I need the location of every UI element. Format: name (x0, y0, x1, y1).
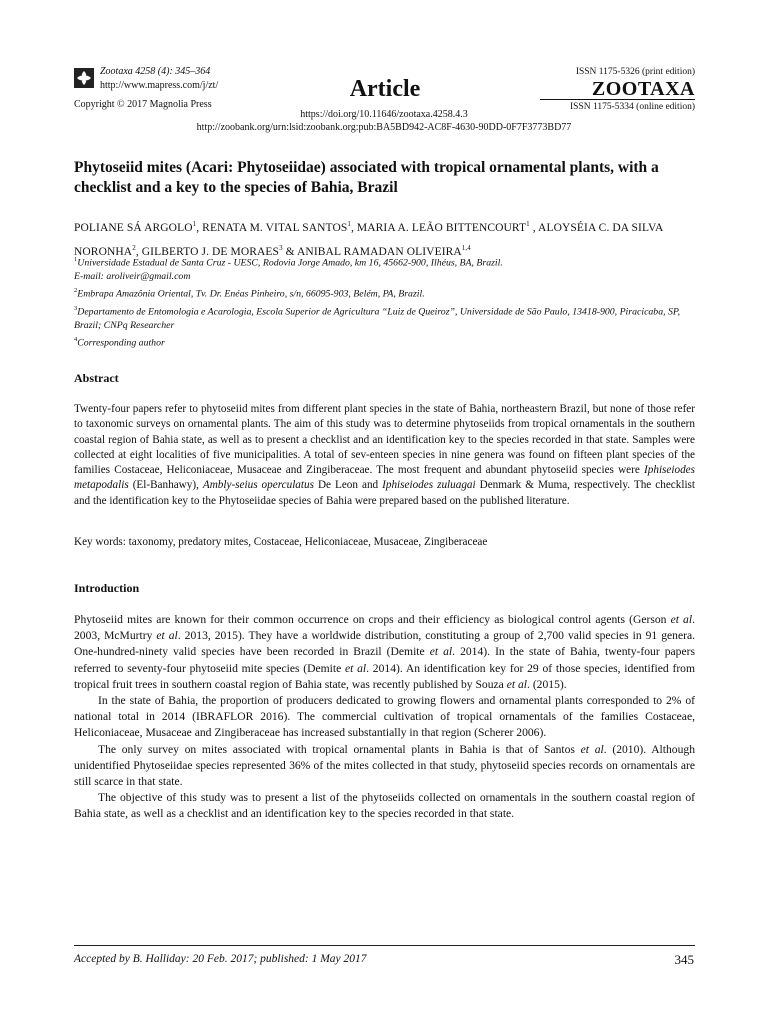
author-affil-ref: 3 (279, 243, 283, 252)
species-name: Ambly-seius operculatus (202, 479, 314, 492)
zoobank-link[interactable]: http://zoobank.org/urn:lsid:zoobank.org:pub:BA5BD942-AC8F-4630-90DD-0F7F3773BD77 (196, 122, 572, 133)
paragraph: The objective of this study was to present a list of the phytoseiids collected on ornamentals in the southern coastal region of Bahia state, as well as a checklist and an identification key to the species recorded in that state. (74, 791, 695, 821)
affiliation-item: $^1$Universidade Estadual de Santa Cruz - UESC, Rodovia Jorge Amado, km 16, 45662-900, Ilhéus, BA, Brazil. (74, 256, 503, 269)
journal-name: ZOOTAXA (540, 79, 695, 100)
magnolia-press-logo-icon (74, 68, 94, 88)
author-name: POLIANE SÁ ARGOLO (74, 221, 193, 234)
paper-title: Phytoseiid mites (Acari: Phytoseiidae) associated with tropical ornamental plants, with a checklist and a key to the species of Bahia, Brazil (74, 159, 659, 196)
introduction-body (74, 612, 695, 823)
author-name: , RENATA M. VITAL SANTOS (196, 221, 348, 234)
author-name: & ANIBAL RAMADAN OLIVEIRA (282, 245, 462, 258)
affiliation-email[interactable]: E-mail: aroliveir@gmail.com (74, 271, 191, 283)
author-affil-ref: 2 (132, 243, 136, 252)
paragraph: The only survey on mites associated with tropical ornamental plants in Bahia is that of Santos et al. (2010). Although unidentified Phytoseiidae species represented 36% of the mites collected in that study, phytoseiid species records on ornamentals are still scarce in that state. (74, 742, 695, 789)
species-name: Iphiseiodes zuluagai (382, 479, 476, 492)
footer-divider (74, 945, 695, 946)
page-number: 345 (674, 952, 694, 967)
author-affil-ref: 1 (192, 220, 197, 228)
introduction-heading: Introduction (74, 581, 140, 595)
affiliation-item: $^4$Corresponding author (74, 335, 165, 349)
author-name: , MARIA A. LEÃO BITTENCOURT (350, 221, 527, 234)
author-name: , ALOYSÉIA C. DA SILVA NORONHA (74, 221, 663, 258)
author-affil-ref: 1 (526, 220, 530, 228)
issn-online: ISSN 1175-5334 (online edition) (570, 102, 695, 112)
acceptance-note: Accepted by B. Halliday: 20 Feb. 2017; published: 1 May 2017 (74, 953, 367, 965)
paragraph: Phytoseiid mites are known for their common occurrence on crops and their efficiency as biological control agents (Gerson et al. 2003, McMurtry et al. 2013, 2015). They have a worldwide distribution, constituting a group of 2,700 valid species in 91 genera. One-hundred-ninety valid species have been recorded in Brazil (Demite et al. 2014). In the state of Bahia, twenty-four papers referred to seventy-four phytoseiid mite species (Demite et al. 2014). An identification key for 29 of those species, identified from tropical fruit trees in southern coastal region of Bahia state, was recently published by Souza et al. (2015). (74, 613, 695, 691)
issn-print: ISSN 1175-5326 (print edition) (575, 67, 695, 77)
affiliation-item: $^3$Departamento de Entomologia e Acarologia, Escola Superior de Agricultura “Luiz de Queiroz”, Universidade de São Paulo, 13418-900, Piracicaba, SP, Brazil; CNPq Researcher (74, 304, 681, 331)
journal-url[interactable]: http://www.mapress.com/j/zt/ (100, 80, 219, 91)
article-type-label: Article (349, 76, 421, 102)
journal-citation: Zootaxa 4258 (4): 345–364 (100, 66, 211, 77)
journal-header-right (540, 66, 695, 113)
abstract-text: Twenty-four papers refer to phytoseiid mites from different plant species in the state of Bahia, northeastern Brazil, but none of those refer to taxonomic surveys on ornamental plants. The aim of this study was to determine phytoseiids from tropical ornamentals in the southern coastal region of Bahia state, as well as to present a checklist and an identification key to the species recorded in that state. Samples were collected at eight localities of five municipalities. A total of sev-enteen species in nine genera was found on fifteen plant species of the families Costaceae, Heliconiaceae, Musaceae and Zingiberaceae. The most frequent and abundant phytoseiid species were Iphiseiodes metapodalis (El-Banhawy), Ambly-seius operculatus De Leon and Iphiseiodes zuluagai Denmark & Muma, respectively. The checklist and the identification key to the Phytoseiidae species of Bahia were prepared based on the published literature. (74, 403, 696, 507)
author-name: , GILBERTO J. DE MORAES (135, 245, 280, 258)
species-name: Iphiseiodes metapodalis (74, 464, 695, 492)
author-affil-ref: 1 (347, 220, 351, 228)
article-identifiers (74, 108, 694, 134)
affiliation-item: $^2$Embrapa Amazônia Oriental, Tv. Dr. Enéas Pinheiro, s/n, 66095-903, Belém, PA, Brazil. (74, 287, 425, 300)
abstract-heading: Abstract (74, 371, 119, 385)
paragraph: In the state of Bahia, the proportion of producers dedicated to growing flowers and ornamental plants corresponded to 2% of national total in 2014 (IBRAFLOR 2016). The commercial cultivation of tropical ornamentals of the families Costaceae, Heliconiaceae, Musaceae and Zingiberaceae has increased substantially in that region (Scherer 2006). (74, 694, 695, 740)
doi-link[interactable]: https://doi.org/10.11646/zootaxa.4258.4.3 (300, 109, 468, 120)
keywords: Key words: taxonomy, predatory mites, Costaceae, Heliconiaceae, Musaceae, Zingiberaceae (74, 536, 488, 548)
affiliations (74, 253, 694, 350)
copyright-notice: Copyright © 2017 Magnolia Press (74, 99, 212, 110)
author-affil-ref: 1,4 (461, 243, 471, 252)
